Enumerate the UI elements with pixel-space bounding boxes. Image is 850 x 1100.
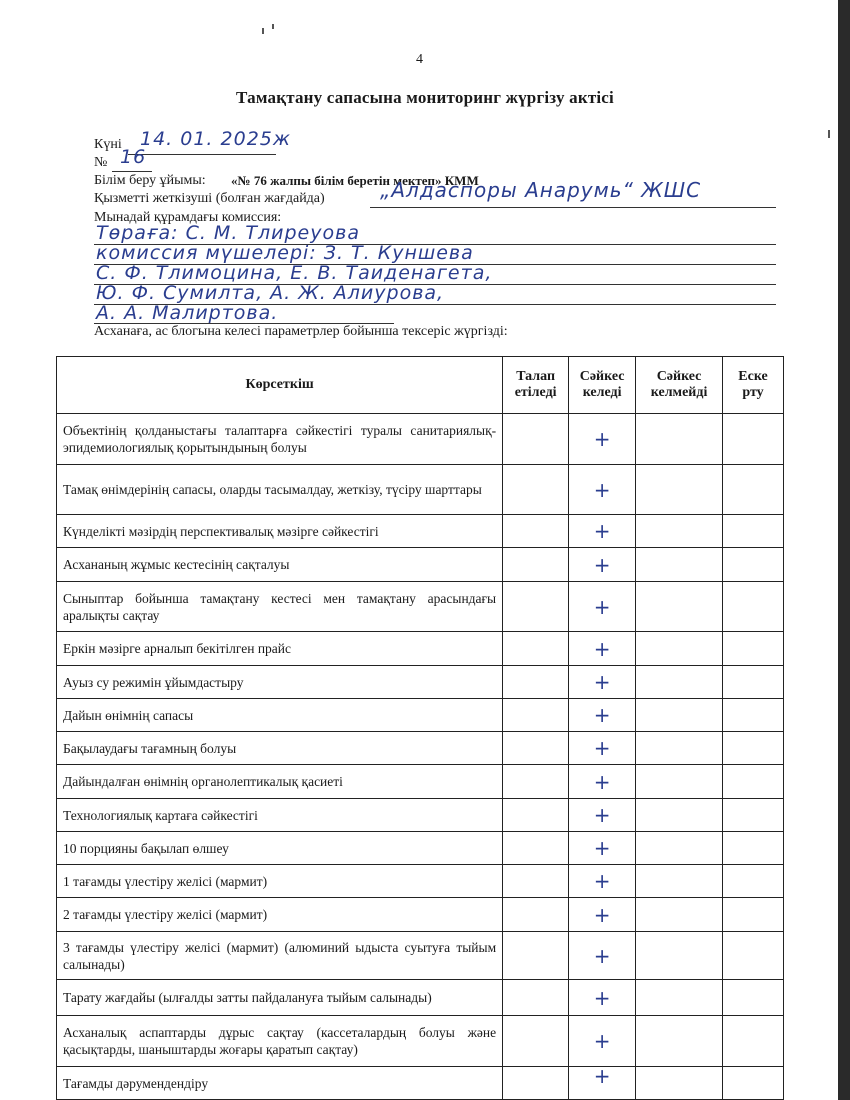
table-row (57, 515, 784, 548)
not-complies-cell (636, 632, 723, 666)
required-cell (503, 414, 569, 465)
required-cell (503, 1067, 569, 1100)
not-complies-cell (636, 582, 723, 632)
org-value: «№ 76 жалпы білім беретін мектеп» КММ (231, 173, 479, 188)
complies-cell: + (569, 865, 636, 898)
date-label: Күні (94, 137, 122, 152)
commission-label: Мынадай құрамдағы комиссия: (94, 210, 282, 225)
complies-cell: + (569, 765, 636, 799)
date-value: 14. 01. 2025ж (140, 128, 291, 150)
indicator-cell: Күнделікті мәзірдің перспективалық мәзірге сәйкестігі (57, 515, 503, 548)
note-cell (723, 666, 784, 699)
inspection-text: Асханаға, ас блогына келесі параметрлер бойынша тексеріс жүргізді: (94, 324, 508, 339)
table-row (57, 765, 784, 799)
indicator-cell: Дайын өнімнің сапасы (57, 699, 503, 732)
scan-speck (272, 24, 274, 29)
table-row (57, 980, 784, 1016)
not-complies-cell (636, 548, 723, 582)
required-cell (503, 832, 569, 865)
indicator-cell: Тағамды дәрумендендіру (57, 1067, 503, 1100)
col-header-indicator: Көрсеткіш (57, 357, 503, 414)
col-header-required: Талап етіледі (503, 357, 569, 414)
complies-cell: + (569, 582, 636, 632)
complies-cell: + (569, 632, 636, 666)
note-cell (723, 548, 784, 582)
note-cell (723, 1067, 784, 1100)
note-cell (723, 632, 784, 666)
complies-cell: + (569, 548, 636, 582)
supplier-underline (370, 207, 776, 208)
table-row (57, 699, 784, 732)
complies-cell: + (569, 1067, 636, 1100)
not-complies-cell (636, 1016, 723, 1067)
complies-cell: + (569, 699, 636, 732)
not-complies-cell (636, 832, 723, 865)
monitoring-table (56, 356, 784, 1100)
not-complies-cell (636, 465, 723, 515)
not-complies-cell (636, 515, 723, 548)
note-cell (723, 898, 784, 932)
indicator-cell: Сыныптар бойынша тамақтану кестесі мен тамақтану арасындағы аралықты сақтау (57, 582, 503, 632)
required-cell (503, 465, 569, 515)
required-cell (503, 898, 569, 932)
table-row (57, 465, 784, 515)
note-cell (723, 699, 784, 732)
indicator-cell: Асхананың жұмыс кестесінің сақталуы (57, 548, 503, 582)
table-row (57, 582, 784, 632)
indicator-cell: Дайындалған өнімнің органолептикалық қасиеті (57, 765, 503, 799)
document-title: Тамақтану сапасына мониторинг жүргізу актісі (236, 88, 614, 107)
table-row (57, 548, 784, 582)
not-complies-cell (636, 980, 723, 1016)
supplier-label: Қызметті жеткізуші (болған жағдайда) (94, 191, 325, 206)
number-label: № (94, 155, 108, 170)
complies-cell: + (569, 980, 636, 1016)
number-underline (112, 171, 152, 172)
indicator-cell: Ауыз су режимін ұйымдастыру (57, 666, 503, 699)
table-row (57, 865, 784, 898)
indicator-cell: 1 тағамды үлестіру желісі (мармит) (57, 865, 503, 898)
table-row (57, 632, 784, 666)
note-cell (723, 932, 784, 980)
table-row (57, 799, 784, 832)
not-complies-cell (636, 732, 723, 765)
note-cell (723, 732, 784, 765)
required-cell (503, 515, 569, 548)
complies-cell: + (569, 1016, 636, 1067)
indicator-cell: Технологиялық картаға сәйкестігі (57, 799, 503, 832)
number-value: 16 (120, 146, 147, 168)
not-complies-cell (636, 799, 723, 832)
supplier-value: „Алдаспоры Анарумь“ ЖШС (380, 178, 702, 202)
table-row (57, 732, 784, 765)
required-cell (503, 732, 569, 765)
col-header-complies: Сәйкес келеді (569, 357, 636, 414)
not-complies-cell (636, 699, 723, 732)
complies-cell: + (569, 414, 636, 465)
commission-line: А. А. Малиртова. (96, 302, 279, 324)
note-cell (723, 414, 784, 465)
scan-speck (828, 130, 830, 138)
indicator-cell: 10 порцияны бақылап өлшеу (57, 832, 503, 865)
indicator-cell: Тарату жағдайы (ылғалды затты пайдалануға тыйым салынады) (57, 980, 503, 1016)
complies-cell: + (569, 666, 636, 699)
indicator-cell: 3 тағамды үлестіру желісі (мармит) (алюминий ыдыста суытуға тыйым салынады) (57, 932, 503, 980)
not-complies-cell (636, 932, 723, 980)
required-cell (503, 765, 569, 799)
table-row (57, 666, 784, 699)
complies-cell: + (569, 799, 636, 832)
note-cell (723, 1016, 784, 1067)
indicator-cell: Объектінің қолданыстағы талаптарға сәйкестігі туралы санитариялық-эпидемиологиялық қорытындының болуы (57, 414, 503, 465)
indicator-cell: 2 тағамды үлестіру желісі (мармит) (57, 898, 503, 932)
table-row (57, 414, 784, 465)
required-cell (503, 582, 569, 632)
commission-line: комиссия мүшелері: З. Т. Куншева (96, 242, 474, 264)
required-cell (503, 548, 569, 582)
note-cell (723, 799, 784, 832)
required-cell (503, 865, 569, 898)
not-complies-cell (636, 1067, 723, 1100)
table-row (57, 932, 784, 980)
commission-line: С. Ф. Тлимоцина, Е. В. Таиденагета, (96, 262, 493, 284)
indicator-cell: Еркін мәзірге арналып бекітілген прайс (57, 632, 503, 666)
note-cell (723, 980, 784, 1016)
note-cell (723, 582, 784, 632)
page-number: 4 (416, 52, 423, 67)
table-row (57, 1016, 784, 1067)
required-cell (503, 980, 569, 1016)
date-underline (128, 154, 276, 155)
indicator-cell: Бақылаудағы тағамның болуы (57, 732, 503, 765)
not-complies-cell (636, 765, 723, 799)
scan-speck (262, 28, 264, 34)
not-complies-cell (636, 865, 723, 898)
complies-cell: + (569, 515, 636, 548)
note-cell (723, 865, 784, 898)
org-label: Білім беру ұйымы: (94, 173, 206, 188)
table-row (57, 898, 784, 932)
commission-line: Төраға: С. М. Тлиреуова (96, 222, 360, 244)
required-cell (503, 699, 569, 732)
required-cell (503, 632, 569, 666)
col-header-not-complies: Сәйкес келмейді (636, 357, 723, 414)
required-cell (503, 1016, 569, 1067)
not-complies-cell (636, 898, 723, 932)
not-complies-cell (636, 414, 723, 465)
note-cell (723, 832, 784, 865)
required-cell (503, 666, 569, 699)
not-complies-cell (636, 666, 723, 699)
note-cell (723, 515, 784, 548)
col-header-note: Еске рту (723, 357, 784, 414)
note-cell (723, 765, 784, 799)
table-row (57, 832, 784, 865)
indicator-cell: Асханалық аспаптарды дұрыс сақтау (кассеталардың болуы және қасықтарды, шаныштарды жоғары қаратып сақтау) (57, 1016, 503, 1067)
commission-line: Ю. Ф. Сумилта, А. Ж. Алиурова, (96, 282, 445, 304)
complies-cell: + (569, 832, 636, 865)
complies-cell: + (569, 898, 636, 932)
complies-cell: + (569, 465, 636, 515)
required-cell (503, 799, 569, 832)
required-cell (503, 932, 569, 980)
complies-cell: + (569, 932, 636, 980)
note-cell (723, 465, 784, 515)
indicator-cell: Тамақ өнімдерінің сапасы, оларды тасымалдау, жеткізу, түсіру шарттары (57, 465, 503, 515)
complies-cell: + (569, 732, 636, 765)
scan-speck (838, 0, 850, 1100)
table-row (57, 1067, 784, 1100)
